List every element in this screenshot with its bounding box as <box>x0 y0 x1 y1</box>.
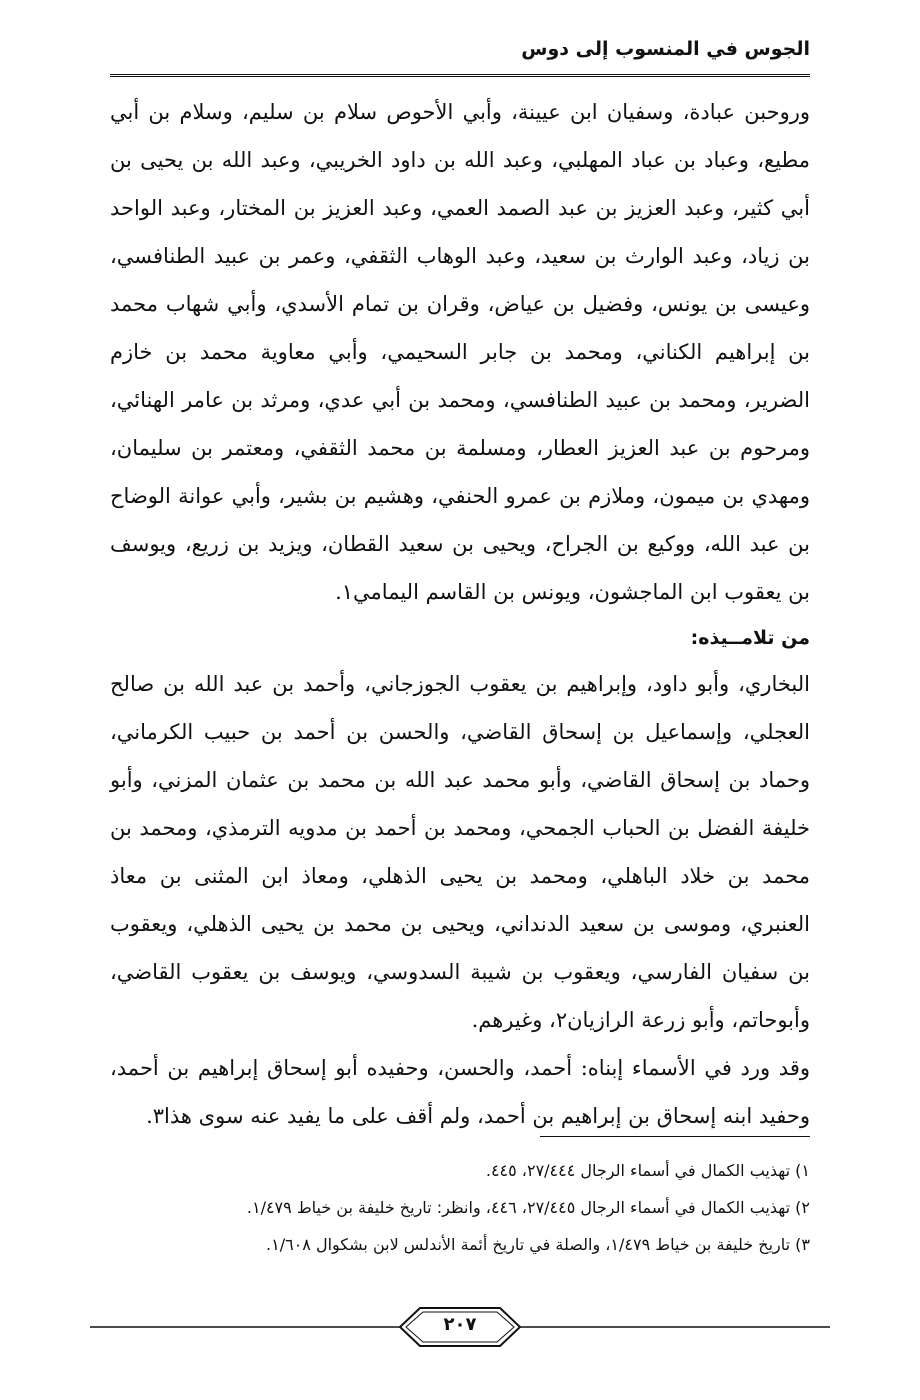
footnote-3: ٣) تاريخ خليفة بن خياط ١/٤٧٩، والصلة في تاريخ أئمة الأندلس لابن بشكوال ١/٦٠٨. <box>266 1235 810 1254</box>
page-number: ٢٠٧ <box>443 1314 477 1335</box>
header-double-rule <box>110 74 810 77</box>
running-header-title: الجوس في المنسوب إلى دوس <box>521 38 810 60</box>
section-heading-students: من تلامــيذه: <box>690 627 810 649</box>
main-text <box>110 88 810 1140</box>
paragraph-teachers-list: وروحبن عبادة، وسفيان ابن عيينة، وأبي الأحوص سلام بن سليم، وسلام بن أبي مطيع، وعباد بن عباد المهلبي، وعبد الله بن داود الخريبي، وعبد الله بن يحيى بن أبي كثير، وعبد العزيز بن عبد الصمد العمي، وعبد العزيز بن المختار، وعبد الواحد بن زياد، وعبد الوارث بن سعيد، وعبد الوهاب الثقفي، وعمر بن عبيد الطنافسي، وعيسى بن يونس، وفضيل بن عياض، وقران بن تمام الأسدي، وأبي شهاب محمد بن إبراهيم الكناني، ومحمد بن جابر السحيمي، وأبي معاوية محمد بن خازم الضرير، ومحمد بن عبيد الطنافسي، ومحمد بن أبي عدي، ومرثد بن عامر الهنائي، ومرحوم بن عبد العزيز العطار، ومسلمة بن محمد الثقفي، ومعتمر بن سليمان، ومهدي بن ميمون، وملازم بن عمرو الحنفي، وهشيم بن بشير، وأبي عوانة الوضاح بن عبد الله، ووكيع بن الجراح، ويحيى بن سعيد القطان، ويزيد بن زريع، ويوسف بن يعقوب ابن الماجشون، ويونس بن القاسم اليمامي١. <box>110 100 810 604</box>
footnote-1: ١) تهذيب الكمال في أسماء الرجال ٢٧/٤٤٤، ٤٤٥. <box>485 1161 810 1180</box>
paragraph-descendants: وقد ورد في الأسماء إبناه: أحمد، والحسن، وحفيده أبو إسحاق إبراهيم بن أحمد، وحفيد ابنه إسحاق بن إبراهيم بن أحمد، ولم أقف على ما يفيد عنه سوى هذا٣. <box>110 1056 810 1128</box>
footnotes <box>110 1152 810 1263</box>
paragraph-students-list: البخاري، وأبو داود، وإبراهيم بن يعقوب الجوزجاني، وأحمد بن عبد الله بن صالح العجلي، وإسماعيل بن إسحاق القاضي، والحسن بن أحمد بن حبيب الكرماني، وحماد بن إسحاق القاضي، وأبو محمد عبد الله بن محمد بن عثمان المزني، وأبو خليفة الفضل بن الحباب الجمحي، ومحمد بن أحمد بن مدويه الترمذي، ومحمد بن محمد بن خلاد الباهلي، ومحمد بن يحيى الذهلي، ومعاذ ابن المثنى بن معاذ العنبري، وموسى بن سعيد الدنداني، ويحيى بن محمد بن يحيى الذهلي، ويعقوب بن سفيان الفارسي، ويعقوب بن شيبة السدوسي، ويوسف بن يعقوب القاضي، وأبوحاتم، وأبو زرعة الرازيان٢، وغيرهم. <box>110 672 810 1032</box>
page-number-ornament <box>90 1304 830 1350</box>
footnote-separator <box>540 1136 810 1137</box>
footnote-2: ٢) تهذيب الكمال في أسماء الرجال ٢٧/٤٤٥، ٤٤٦، وانظر: تاريخ خليفة بن خياط ١/٤٧٩. <box>246 1198 810 1217</box>
